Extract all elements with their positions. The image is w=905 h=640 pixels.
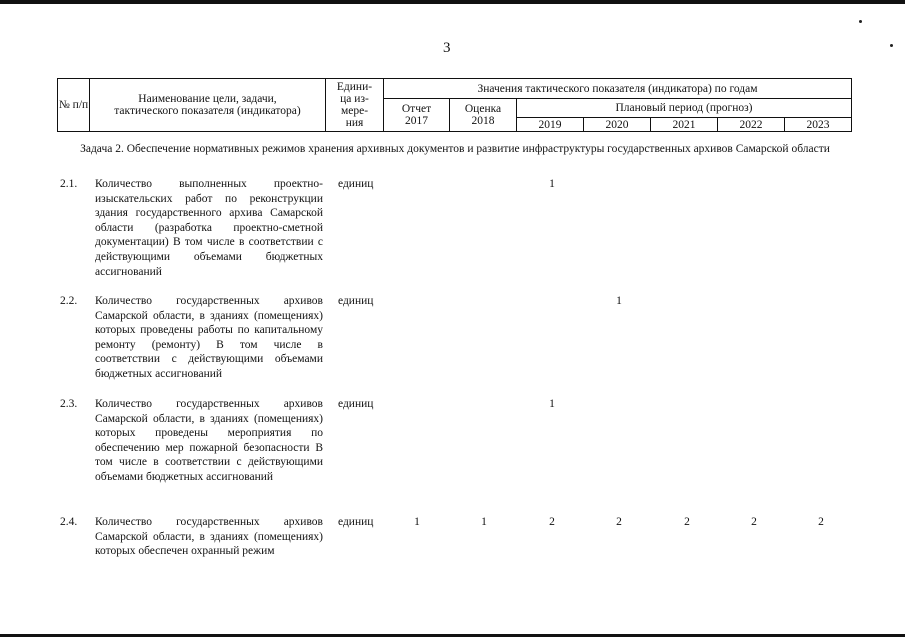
row-value: 1	[481, 516, 487, 528]
year-header: 2021	[651, 118, 718, 132]
col-name-header: Наименование цели, задачи, тактического показателя (индикатора)	[90, 79, 326, 132]
col-values-header: Значения тактического показателя (индикатора) по годам	[384, 79, 852, 99]
year-header: 2019	[517, 118, 584, 132]
row-value: 2	[751, 516, 757, 528]
col-plan-header: Плановый период (прогноз)	[517, 99, 852, 118]
col-num-header: № п/п	[58, 79, 90, 132]
header-table	[57, 78, 852, 132]
scan-speck	[859, 20, 862, 23]
row-name: Количество выполненных проектно-изыскательских работ по реконструкции здания государственного архива Самарской области (разработка проектно-сметной документации) В том числе в соответствии с действующими объемами бюджетных ассигнований	[95, 178, 323, 278]
row-unit: единиц	[338, 178, 374, 190]
page-number: 3	[443, 40, 451, 56]
row-value: 2	[818, 516, 824, 528]
row-name: Количество государственных архивов Самарской области, в зданиях (помещениях) которых проведены мероприятия по обеспечению мер пожарной безопасности В том числе в соответствии с действующими объемами бюджетных ассигнований	[95, 398, 323, 483]
col-estimate-header: Оценка 2018	[450, 99, 517, 132]
row-unit: единиц	[338, 516, 374, 528]
row-value: 2	[549, 516, 555, 528]
row-unit: единиц	[338, 398, 374, 410]
row-number: 2.3.	[60, 398, 78, 410]
row-name: Количество государственных архивов Самарской области, в зданиях (помещениях) которых проведены работы по капитальному ремонту (ремонту) В том числе в соответствии с действующими объемами бюджетных ассигнований	[95, 295, 323, 380]
row-number: 2.2.	[60, 295, 78, 307]
row-unit: единиц	[338, 295, 374, 307]
row-number: 2.1.	[60, 178, 78, 190]
col-unit-header: Едини-ца из-мере-ния	[326, 79, 384, 132]
row-name: Количество государственных архивов Самарской области, в зданиях (помещениях) которых обеспечен охранный режим	[95, 516, 323, 558]
scan-bottom-edge	[0, 634, 905, 637]
row-value: 2	[616, 516, 622, 528]
year-header: 2023	[785, 118, 852, 132]
scan-speck	[890, 44, 893, 47]
scan-top-edge	[0, 0, 905, 4]
row-value: 1	[549, 178, 555, 190]
year-header: 2020	[584, 118, 651, 132]
section-title: Задача 2. Обеспечение нормативных режимов хранения архивных документов и развитие инфраструктуры государственных архивов Самарской области	[80, 143, 830, 155]
row-value: 1	[616, 295, 622, 307]
row-value: 2	[684, 516, 690, 528]
year-header: 2022	[718, 118, 785, 132]
col-report-header: Отчет 2017	[384, 99, 450, 132]
row-number: 2.4.	[60, 516, 78, 528]
row-value: 1	[549, 398, 555, 410]
row-value: 1	[414, 516, 420, 528]
